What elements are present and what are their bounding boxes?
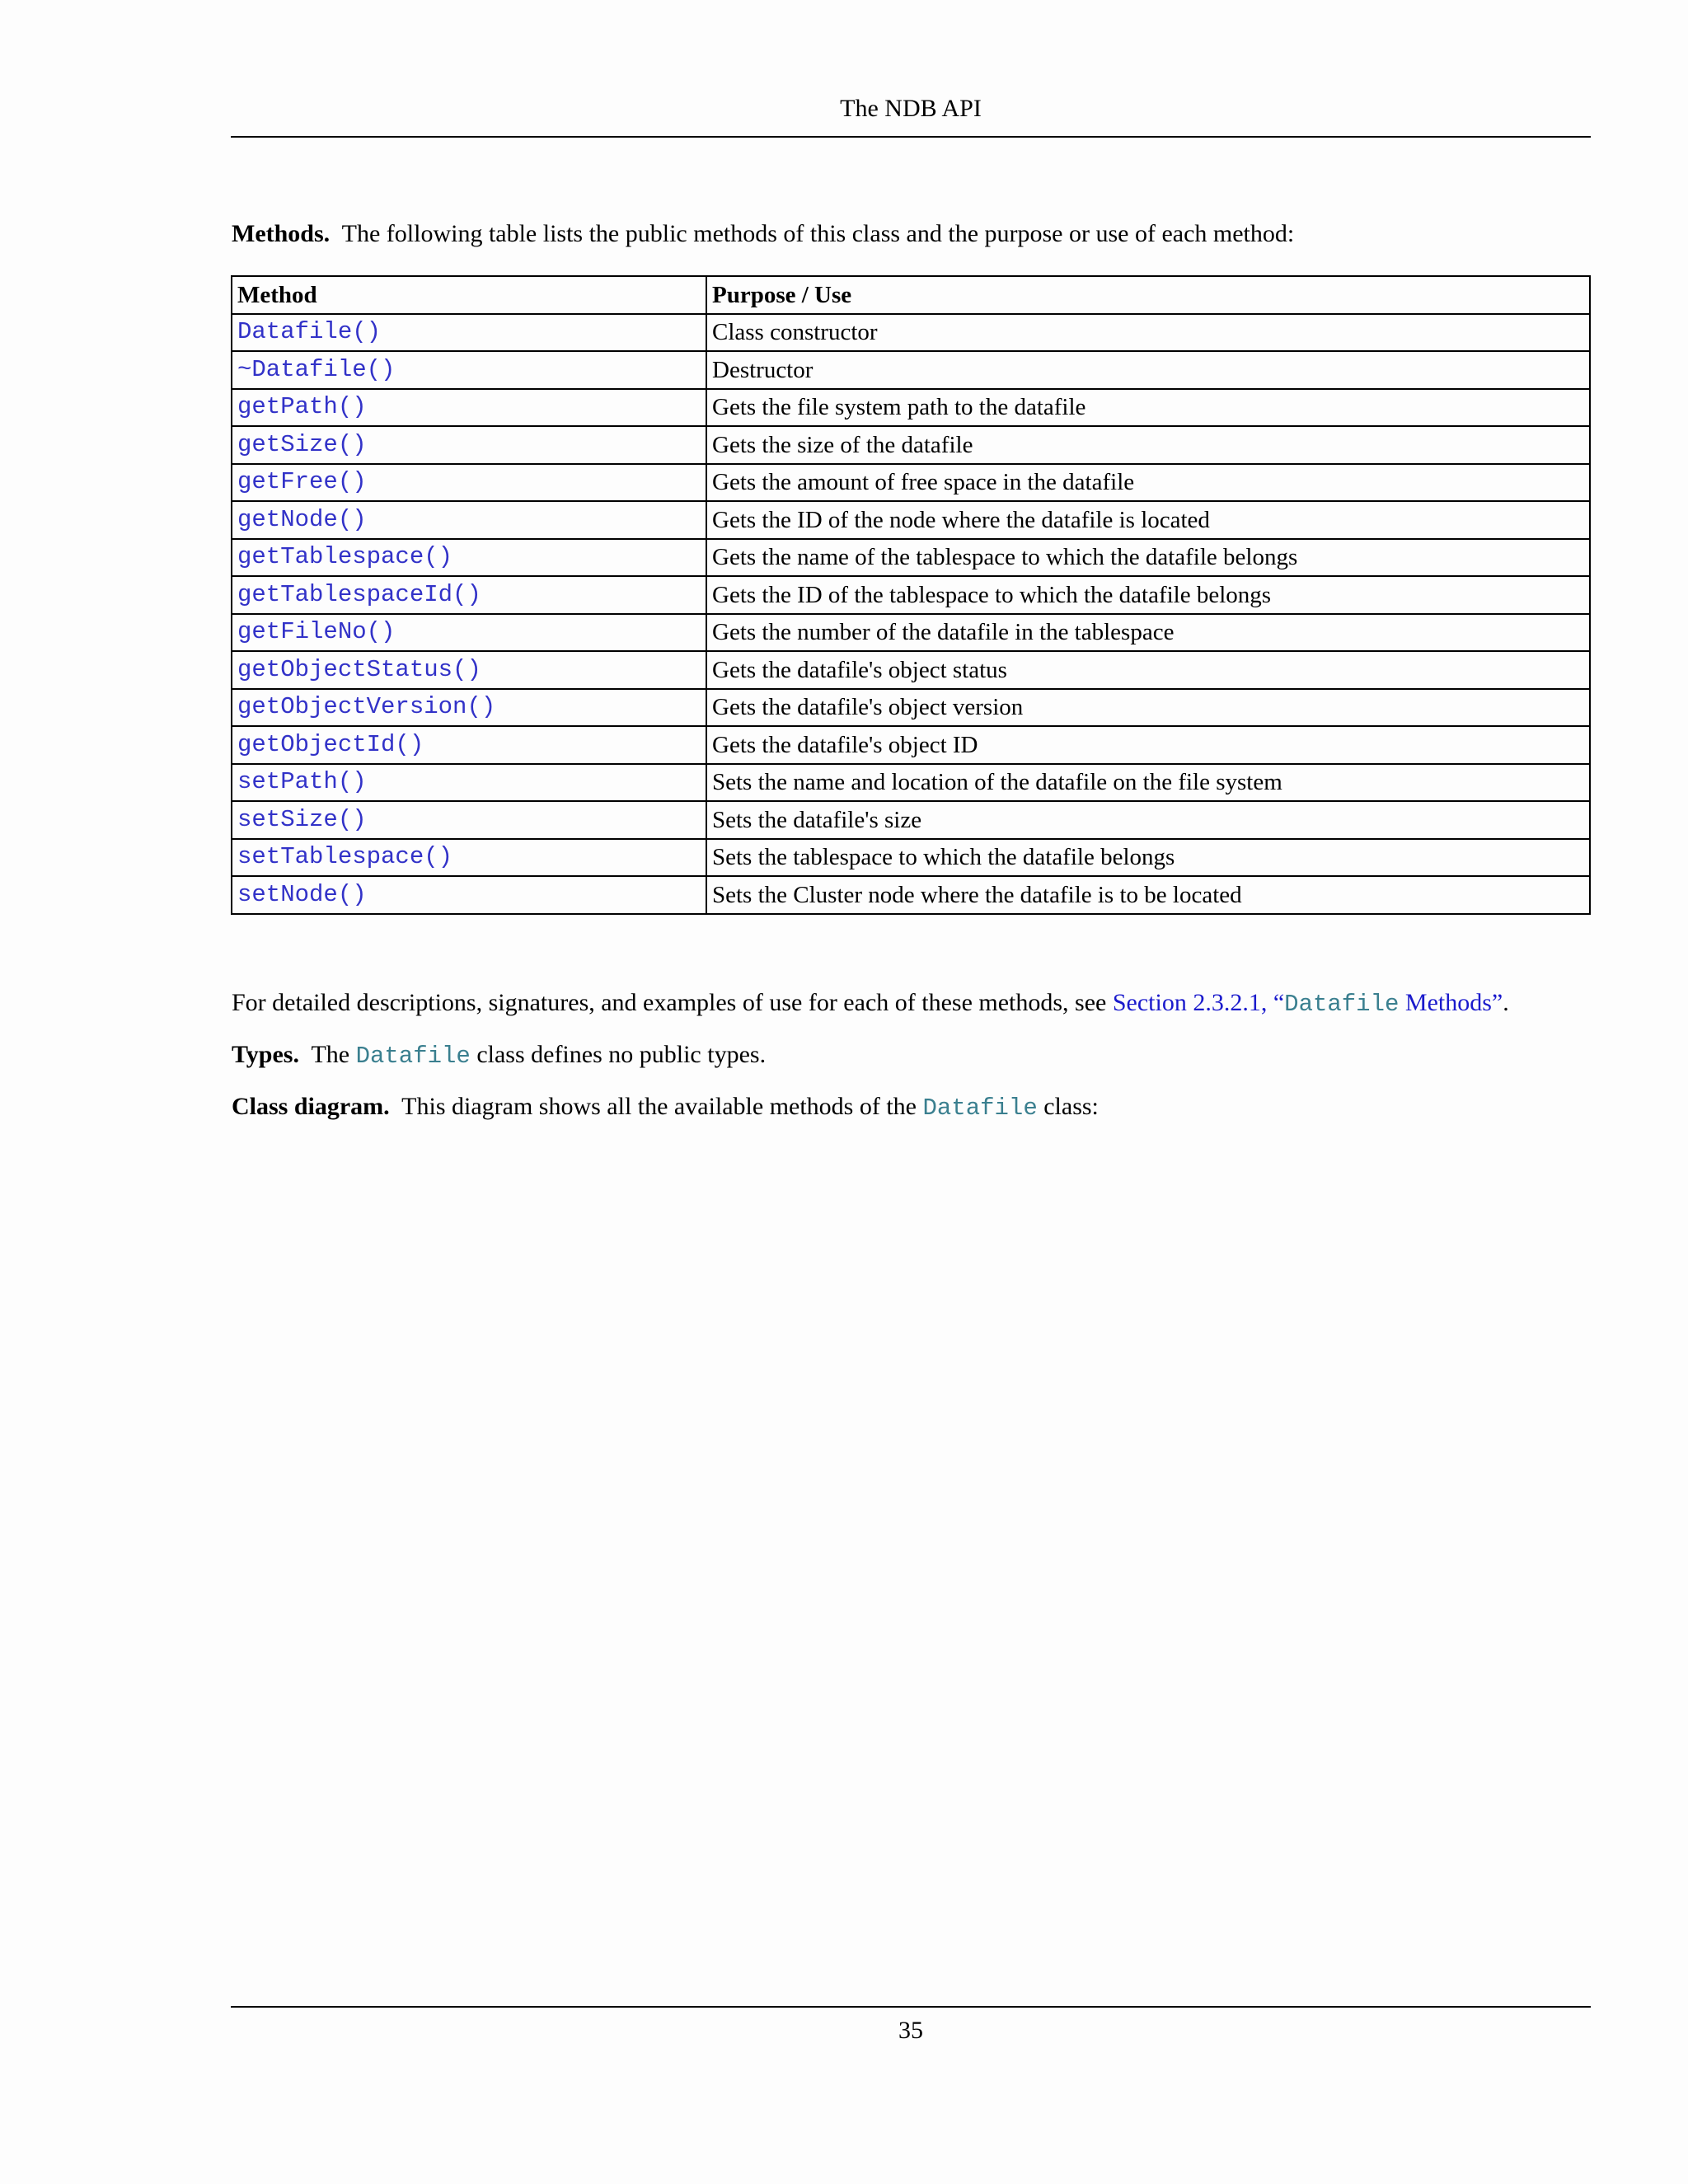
table-row: [232, 764, 1590, 802]
table-row: [232, 576, 1590, 614]
method-purpose: Class constructor: [706, 314, 1590, 352]
table-row: [232, 464, 1590, 502]
method-link[interactable]: getPath(): [232, 389, 706, 427]
header-rule: [231, 136, 1591, 138]
class-diagram-paragraph: [232, 1090, 1592, 1125]
method-link[interactable]: setTablespace(): [232, 839, 706, 877]
types-paragraph: [232, 1038, 1592, 1073]
method-purpose: Gets the file system path to the datafile: [706, 389, 1590, 427]
methods-label: Methods.: [232, 220, 331, 247]
detail-text: For detailed descriptions, signatures, and examples of use for each of these methods, see: [232, 989, 1113, 1016]
table-row: [232, 426, 1590, 464]
method-purpose: Sets the Cluster node where the datafile is to be located: [706, 876, 1590, 914]
page-number: 35: [898, 2017, 923, 2044]
method-link[interactable]: getNode(): [232, 501, 706, 539]
method-purpose: Destructor: [706, 351, 1590, 389]
page-header-title: The NDB API: [840, 95, 982, 122]
method-link[interactable]: setSize(): [232, 801, 706, 839]
method-purpose: Gets the size of the datafile: [706, 426, 1590, 464]
method-link[interactable]: getTablespace(): [232, 539, 706, 577]
table-row: [232, 876, 1590, 914]
types-label: Types.: [232, 1041, 299, 1068]
table-row: [232, 351, 1590, 389]
table-header-row: [232, 276, 1590, 314]
class-diagram-code: Datafile: [922, 1094, 1038, 1122]
method-link[interactable]: getSize(): [232, 426, 706, 464]
types-post: class defines no public types.: [470, 1041, 767, 1068]
method-link[interactable]: getTablespaceId(): [232, 576, 706, 614]
table-row: [232, 614, 1590, 652]
column-header-method: Method: [232, 276, 706, 314]
table-row: [232, 389, 1590, 427]
class-diagram-label: Class diagram.: [232, 1093, 390, 1120]
method-purpose: Gets the number of the datafile in the tablespace: [706, 614, 1590, 652]
method-purpose: Sets the name and location of the datafile on the file system: [706, 764, 1590, 802]
method-link[interactable]: getFree(): [232, 464, 706, 502]
methods-intro-text: The following table lists the public methods of this class and the purpose or use of each method:: [341, 220, 1295, 247]
method-purpose: Gets the amount of free space in the datafile: [706, 464, 1590, 502]
table-row: [232, 501, 1590, 539]
method-purpose: Sets the datafile's size: [706, 801, 1590, 839]
types-code: Datafile: [355, 1043, 471, 1070]
table-row: [232, 801, 1590, 839]
footer-rule: [231, 2006, 1591, 2008]
methods-intro: [232, 218, 1592, 251]
column-header-purpose: Purpose / Use: [706, 276, 1590, 314]
class-diagram-post: class:: [1037, 1093, 1099, 1120]
method-purpose: Gets the ID of the node where the datafile is located: [706, 501, 1590, 539]
table-row: [232, 689, 1590, 727]
table-row: [232, 726, 1590, 764]
section-link-code: Datafile: [1284, 991, 1400, 1018]
method-purpose: Gets the ID of the tablespace to which the datafile belongs: [706, 576, 1590, 614]
method-link[interactable]: setPath(): [232, 764, 706, 802]
class-diagram-pre: This diagram shows all the available methods of the: [401, 1093, 923, 1120]
method-link[interactable]: getObjectStatus(): [232, 651, 706, 689]
method-purpose: Gets the datafile's object status: [706, 651, 1590, 689]
detail-end: .: [1503, 989, 1509, 1016]
table-row: [232, 839, 1590, 877]
method-purpose: Gets the datafile's object ID: [706, 726, 1590, 764]
section-link-prefix: Section 2.3.2.1, “: [1112, 989, 1285, 1016]
types-pre: The: [311, 1041, 356, 1068]
method-link[interactable]: getFileNo(): [232, 614, 706, 652]
table-row: [232, 314, 1590, 352]
section-link[interactable]: [1113, 989, 1503, 1016]
method-purpose: Gets the datafile's object version: [706, 689, 1590, 727]
method-link[interactable]: Datafile(): [232, 314, 706, 352]
method-purpose: Gets the name of the tablespace to which the datafile belongs: [706, 539, 1590, 577]
method-link[interactable]: getObjectId(): [232, 726, 706, 764]
method-link[interactable]: getObjectVersion(): [232, 689, 706, 727]
method-purpose: Sets the tablespace to which the datafile belongs: [706, 839, 1590, 877]
method-link[interactable]: ~Datafile(): [232, 351, 706, 389]
table-row: [232, 539, 1590, 577]
methods-table: [231, 275, 1591, 915]
table-row: [232, 651, 1590, 689]
section-link-suffix: Methods”: [1399, 989, 1503, 1016]
method-link[interactable]: setNode(): [232, 876, 706, 914]
detail-paragraph: [232, 987, 1592, 1021]
